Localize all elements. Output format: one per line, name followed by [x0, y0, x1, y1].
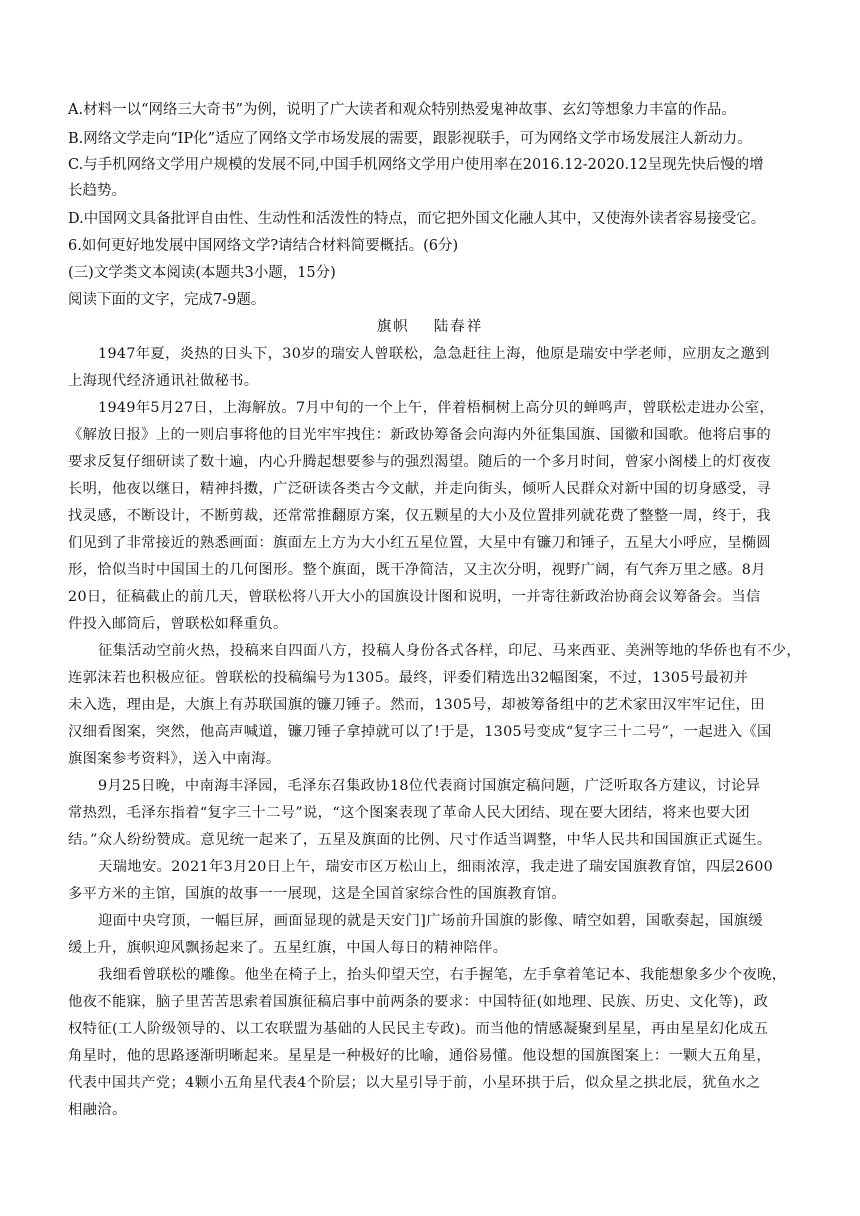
- article-line: 我细看曾联松的雕像。他坐在椅子上，抬头仰望天空，右手握笔，左手拿着笔记本、我能想象多少个夜晚，: [98, 967, 787, 983]
- article-line: 1949年5月27日，上海解放。7月中旬的一个上午，伴着梧桐树上高分贝的蝉鸣声，曾联松走进办公室，: [98, 400, 775, 416]
- article-line: 件投入邮筒后，曾联松如释重负。: [68, 616, 288, 632]
- article-line: 上海现代经济通讯社做秘书。: [68, 373, 259, 389]
- question-6: 6.如何更好地发展中国网络文学?请结合材料简要概括。(6分): [68, 238, 459, 254]
- article-line: 角星时，他的思路逐渐明晰起来。星星是一种极好的比喻，通俗易懂。他设想的国旗图案上：一颗大五角星，: [68, 1048, 772, 1064]
- article-line: 常热烈，毛泽东指着“复字三十二号”说，“这个图案表现了革命人民大团结、现在要大团结，将来也要大团: [68, 805, 751, 821]
- article-line: 旗图案参考资料》，送入中南海。: [68, 751, 281, 767]
- section-heading: (三)文学类文本阅读(本题共3小题，15分): [68, 265, 336, 281]
- option-a: A.材料一以“网络三大奇书”为例，说明了广大读者和观众特别热爱鬼神故事、玄幻等想象力丰富的作品。: [68, 102, 736, 118]
- article-line: 天瑞地安。2021年3月20日上午，瑞安市区万松山上，细雨浓淳，我走进了瑞安国旗教育馆，四层2600: [98, 859, 774, 875]
- article-line: 相融洽。: [68, 1102, 127, 1118]
- article-line: 权特征(工人阶级领导的、以工农联盟为基础的人民民主专政)。而当他的情感凝聚到星星，再由星星幻化成五: [68, 1021, 769, 1037]
- article-heading: [0, 315, 860, 336]
- article-line: 20日，征稿截止的前几天，曾联松将八开大小的国旗设计图和说明，一并寄往新政治协商会议筹备会。当信: [68, 589, 761, 605]
- article-line: 汉细看图案，突然，他高声喊道，镰刀锤子拿掉就可以了!于是，1305号变成“复字三十二号”，一起进入《国: [68, 724, 772, 740]
- reading-instruction: 阅读下面的文字，完成7-9题。: [68, 292, 266, 308]
- option-c-line2: 长趋势。: [68, 183, 126, 199]
- article-line: 连郭沫若也积极应征。曾联松的投稿编号为1305。最终，评委们精选出32幅图案，不过，1305号最初并: [68, 670, 749, 686]
- article-line: 1947年夏，炎热的日头下，30岁的瑞安人曾联松，急急赶往上海，他原是瑞安中学老师，应朋友之邀到: [98, 346, 770, 362]
- option-b: B.网络文学走向“IP化”适应了网络文学市场发展的需要，跟影视联手，可为网络文学市场发展注人新动力。: [68, 131, 752, 147]
- article-line: 要求反复仔细研读了数十遍，内心升腾起想要参与的强烈渴望。随后的一个多月时间，曾家小阁楼上的灯夜夜: [68, 454, 772, 470]
- article-line: 未入选，理由是，大旗上有苏联国旗的镰刀锤子。然而，1305号，却被筹备组中的艺术家田汉牢牢记住，田: [68, 697, 765, 713]
- article-line: 结。”众人纷纷赞成。意见统一起来了，五星及旗面的比例、尺寸作适当调整，中华人民共和国国旗正式诞生。: [68, 832, 772, 848]
- article-line: 《解放日报》上的一则启事将他的目光牢牢拽住：新政协筹备会向海内外征集国旗、国徽和国歌。他将启事的: [68, 427, 772, 443]
- article-line: 他夜不能寐，脑子里苦苦思索着国旗征稿启事中前两条的要求：中国特征(如地理、民族、历史、文化等)，政: [68, 994, 769, 1010]
- article-line: 征集活动空前火热，投稿来自四面八方，投稿人身份各式各样，印尼、马来西亚、美洲等地的华侨也有不少，: [98, 643, 802, 659]
- article-line: 9月25日晚，中南海丰泽园，毛泽东召集政协18位代表商讨国旗定稿问题，广泛听取各方建议，讨论异: [98, 778, 761, 794]
- article-line: 形，恰似当时中国国土的几何图形。整个旗面，既干净简洁，又主次分明，视野广阔，有气奔万里之感。8月: [68, 562, 766, 578]
- article-line: 多平方米的主馆，国旗的故事一一展现，这是全国首家综合性的国旗教育馆。: [68, 886, 566, 902]
- option-d: D.中国网文具备批评自由性、生动性和活泼性的特点，而它把外国文化融人其中，又使海外读者容易接受它。: [68, 211, 766, 227]
- article-line: 们见到了非常接近的熟悉画面：旗面左上方为大小红五星位置，大星中有镰刀和锤子，五星大小呼应，呈椭圆: [68, 535, 772, 551]
- article-line: 长明，他夜以继日，精神抖擞，广泛研读各类古今文献，并走向街头，倾听人民群众对新中国的切身感受，寻: [68, 481, 772, 497]
- article-line: 代表中国共产党；4颗小五角星代表4个阶层；以大星引导于前，小星环拱于后，似众星之拱北辰，犹鱼水之: [68, 1075, 761, 1091]
- option-c-line1: C.与手机网络文学用户规模的发展不同,中国手机网络文学用户使用率在2016.12-2020.12呈现先快后慢的增: [68, 157, 764, 173]
- article-title: 旗帜: [376, 319, 410, 335]
- article-line: 迎面中央穹顶，一幅巨屏，画面显现的就是天安门]广场前升国旗的影像、晴空如碧，国歌奏起，国旗缓: [98, 913, 764, 929]
- article-line: 缓上升，旗帜迎风飘扬起来了。五星红旗，中国人每日的精神陪伴。: [68, 940, 508, 956]
- article-line: 找灵感，不断设计，不断剪裁，还常常推翻原方案，仅五颗星的大小及位置排列就花费了整整一周，终于，我: [68, 508, 772, 524]
- article-author: 陆春祥: [433, 319, 484, 335]
